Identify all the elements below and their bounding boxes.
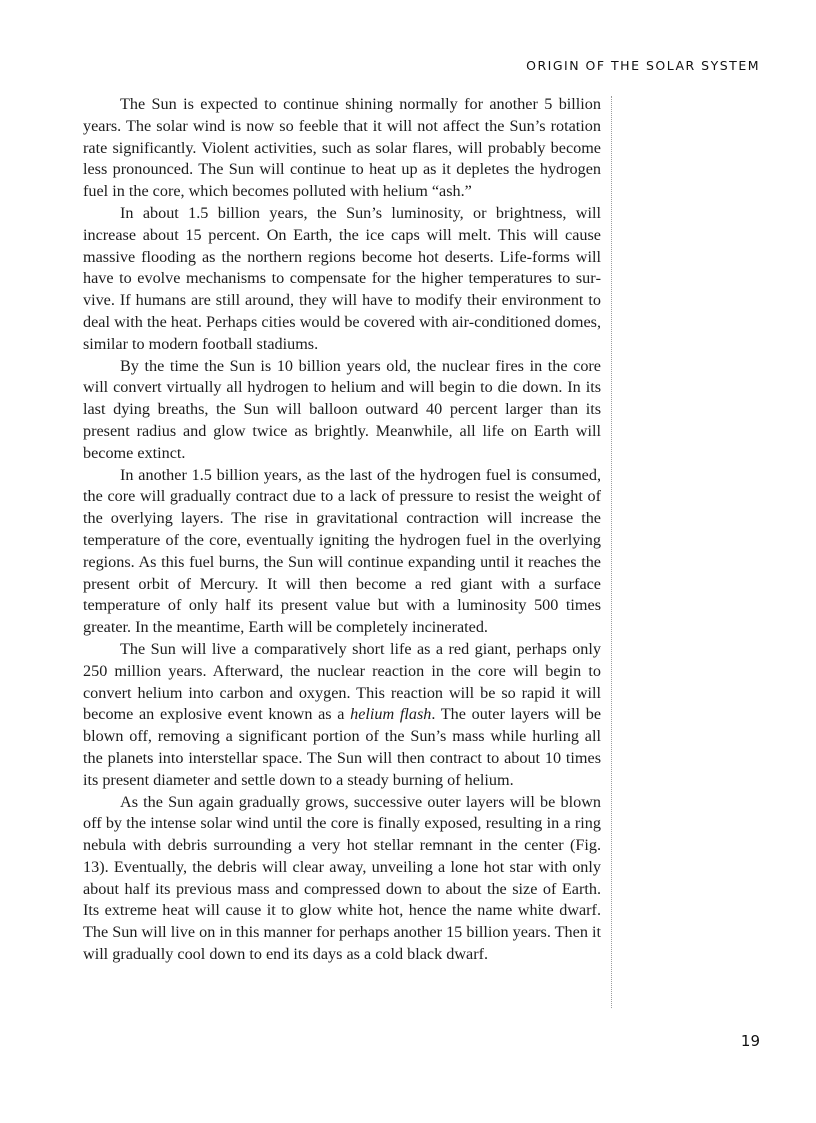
italic-term: helium flash [350, 705, 432, 724]
paragraph-text: . The outer layers will be blown off, removing a significant portion of the Sun’s mass while hurling all the planets into interstellar space. The Sun will then contract to about 10 times its present diameter and settle down to a steady burning of helium. [83, 705, 601, 789]
running-head: ORIGIN OF THE SOLAR SYSTEM [526, 58, 760, 73]
margin-rule [611, 96, 612, 1008]
body-text [83, 94, 601, 966]
paragraph: By the time the Sun is 10 billion years old, the nuclear fires in the core will convert virtually all hydrogen to helium and will begin to die down. In its last dying breaths, the Sun will balloon outward 40 percent larger than its present radius and glow twice as brightly. Meanwhile, all life on Earth will become extinct. [83, 356, 601, 462]
paragraph: In about 1.5 billion years, the Sun’s luminosity, or brightness, will increase about 15 percent. On Earth, the ice caps will melt. This will cause massive flooding as the northern regions become hot deserts. Life-forms will have to evolve mechanisms to compensate for the higher temperatures to survive. If humans are still around, they will have to modify their environment to deal with the heat. Perhaps cities would be covered with air-conditioned domes, similar to modern football stadiums. [83, 203, 601, 353]
paragraph [83, 639, 601, 792]
paragraph: As the Sun again gradually grows, successive outer layers will be blown off by the intense solar wind until the core is finally exposed, resulting in a ring nebula with debris surrounding a very hot stellar remnant in the center (Fig. 13). Eventually, the debris will clear away, unveiling a lone hot star with only about half its previous mass and compressed down to about the size of Earth. Its extreme heat will cause it to glow white hot, hence the name white dwarf. The Sun will live on in this manner for perhaps another 15 billion years. Then it will gradually cool down to end its days as a cold black dwarf. [83, 792, 601, 964]
paragraph-text: The Sun will live a comparatively short life as a red giant, perhaps only 250 million years. Afterward, the nuclear reaction in the core will begin to convert helium into carbon and oxygen. This reaction will be so rapid it will become an explosive event known as a [83, 639, 601, 724]
paragraph: The Sun is expected to continue shining normally for another 5 billion years. The solar wind is now so feeble that it will not affect the Sun’s rotation rate significantly. Violent activities, such as solar flares, will probably become less pronounced. The Sun will continue to heat up as it depletes the hydrogen fuel in the core, which becomes polluted with helium “ash.” [83, 95, 601, 201]
paragraph: In another 1.5 billion years, as the last of the hydrogen fuel is consumed, the core will gradually contract due to a lack of pressure to resist the weight of the overlying layers. The rise in gravitational contraction will increase the temperature of the core, eventually igniting the hydrogen fuel in the overlying regions. As this fuel burns, the Sun will continue expanding until it reaches the present orbit of Mercury. It will then become a red giant with a surface temperature of only half its present value but with a luminosity 500 times greater. In the meantime, Earth will be completely incinerated. [83, 465, 601, 637]
page-number: 19 [740, 1032, 760, 1050]
